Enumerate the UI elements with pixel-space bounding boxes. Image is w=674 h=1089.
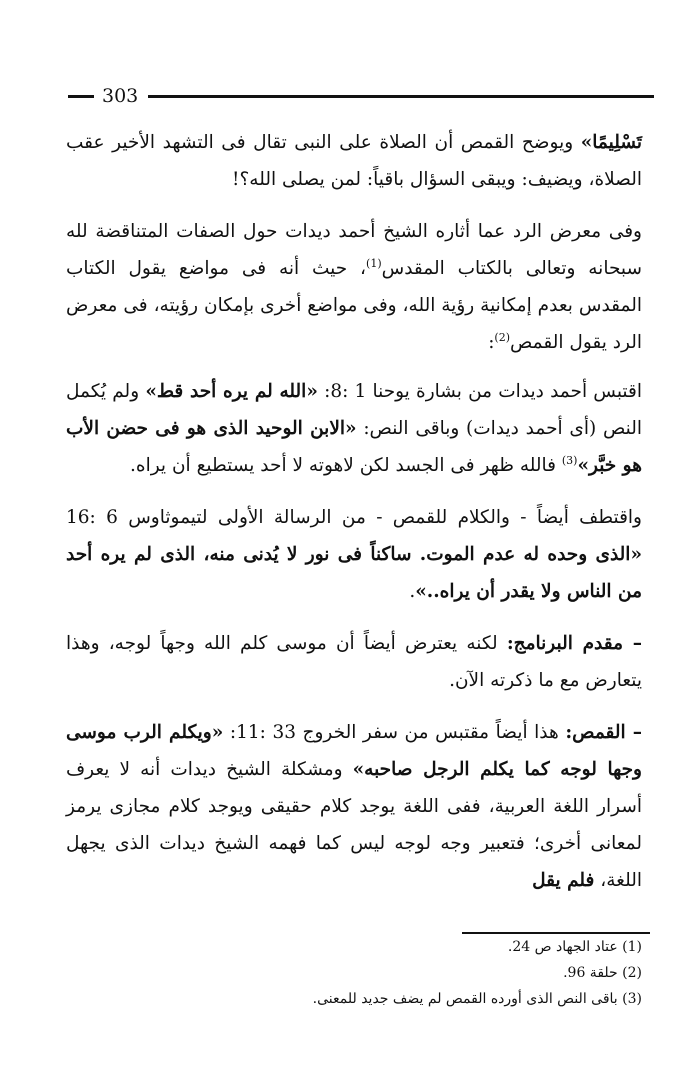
paragraph [66,625,642,699]
text: فالله ظهر فى الجسد لكن لاهوته لا أحد يستطيع أن يراه. [130,455,562,476]
footnote: (1) عتاد الجهاد ص 24. [507,939,642,955]
body-text [66,124,642,914]
bold-text: – القمص: [565,722,643,743]
bold-text: «الذى وحده له عدم الموت. ساكناً فى نور لا يُدنى منه، الذى لم يره أحد من الناس ولا يقدر أن يراه..» [66,544,642,602]
text: . [409,581,416,602]
text: لكنه يعترض أيضاً أن موسى كلم الله وجهاً لوجه، وهذا يتعارض مع ما ذكرته الآن. [66,633,642,691]
text: هذا أيضاً مقتبس من سفر الخروج 33 :11: [223,722,566,743]
text: ولم يُكمل النص (أى أحمد ديدات) وباقى النص: [66,381,642,439]
footnote: (3) باقى النص الذى أورده القمص لم يضف جديد للمعنى. [312,991,642,1007]
bold-text: «الله لم يره أحد قط» [145,381,318,402]
header-rule-left [68,95,94,98]
bold-text: تَسْلِيمًا» [580,132,642,153]
bold-text: «الابن الوحيد الذى هو فى حضن الأب هو خبَّر» [66,418,642,476]
text: ، حيث أنه فى مواضع يقول الكتاب المقدس بعدم إمكانية رؤية الله، وفى مواضع أخرى بإمكان رؤيته، فى معرض الرد يقول القمص [66,258,642,353]
text: ومشكلة الشيخ ديدات أنه لا يعرف أسرار اللغة العربية، ففى اللغة يوجد كلام حقيقى ويوجد كلام مجازى يرمز لمعانى أخرى؛ فتعبير وجه لوجه ليس كما فهمه الشيخ ديدات الذى يجهل اللغة، [66,759,642,891]
footnote-ref: (2) [494,330,511,344]
text: ويوضح القمص أن الصلاة على النبى تقال فى التشهد الأخير عقب الصلاة، ويضيف: ويبقى السؤال باقياً: لمن يصلى الله؟! [66,132,642,190]
header-rule-right [148,95,654,98]
paragraph [66,124,642,198]
paragraph [66,499,642,610]
footnote-ref: (3) [561,453,578,467]
text: وفى معرض الرد عما أثاره الشيخ أحمد ديدات حول الصفات المتناقضة لله سبحانه وتعالى بالكتاب المقدس [66,221,642,279]
footnote-ref: (1) [366,256,382,270]
bold-text: «ويكلم الرب موسى وجها لوجه كما يكلم الرجل صاحبه» [66,722,642,780]
page-header [68,84,654,108]
bold-text: – مقدم البرنامج: [506,633,642,654]
paragraph [66,213,642,361]
paragraph [66,373,642,484]
text: واقتطف أيضاً - والكلام للقمص - من الرسالة الأولى لتيموثاوس 6 :16 [66,507,642,528]
text: اقتبس أحمد ديدات من بشارة يوحنا 1 :8: [317,381,642,402]
text: : [488,332,495,353]
footnotes [200,934,642,1012]
footnote: (2) حلقة 96. [563,965,642,981]
page-number: 303 [102,85,139,107]
bold-text: فلم يقل [532,870,595,891]
paragraph [66,714,642,899]
